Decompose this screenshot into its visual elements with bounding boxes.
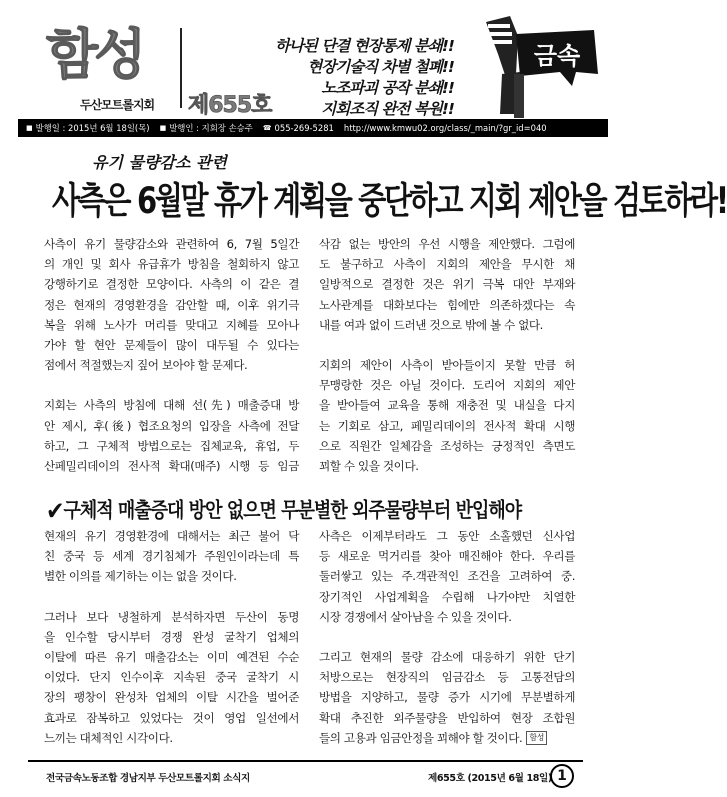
paragraph: 그러나 보다 냉철하게 분석하자면 두산이 동명 을 인수할 당시부터 경쟁 완성 굴착기 업체의 이탈에 따른 유기 매출감소는 이미 예견된 수순 이었다. 단지 인수이후 지속된 중국 굴착기 시 장의 팽창이 완성차 업체의 이탈 시간을 벌어준 효과로 잠복하고 있었다는 것이 영업 일선에서 느끼는 대체적인 시각이다. <box>44 609 299 745</box>
issue-number: 제655호 <box>188 93 272 118</box>
checkmark-icon: ✔ <box>46 497 64 527</box>
slogan-list <box>258 36 454 120</box>
section-subhead: ✔구체적 매출증대 방안 없으면 무분별한 외주물량부터 반입해야 <box>46 497 522 527</box>
slogan: 현장기술직 차별 철폐!! <box>307 58 454 76</box>
info-bar <box>18 119 608 137</box>
publish-date: ■ 발행일 : 2015년 6월 18일(목) <box>26 123 150 133</box>
article-column-left-top <box>44 234 299 496</box>
article-headline: 사측은 6월말 휴가 계획을 중단하고 지회 제안을 검토하라! <box>52 179 727 222</box>
end-badge: 함성 <box>526 731 547 745</box>
paragraph: 사측이 유기 물량감소와 관련하여 6, 7월 5일간 의 개인 및 회사 유급휴가 방침을 철회하지 않고 강행하기로 결정한 모양이다. 사측의 이 같은 결 정은 현재의 경영환경을 감안할 때, 이후 위기극 복을 위해 노사가 머리를 맞대고 지혜를 모아나 가야 할 현안 문제들이 많이 대두될 수 있다는 점에서 적절했는지 짚어 보아야 할 문제다. <box>44 237 299 373</box>
emblem-label: 금속 <box>533 42 581 70</box>
footer-publisher: 전국금속노동조합 경남지부 두산모트롤지회 소식지 <box>46 773 250 784</box>
paragraph: 삭감 없는 방안의 우선 시행을 제안했다. 그럼에 도 불구하고 사측이 지회의 제안을 무시한 채 일방적으로 결정한 것은 위기 극복 대안 부재와 노사관계를 대화보다는 힘에만 의존하겠다는 속 내를 여과 없이 드러낸 것으로 밖에 볼 수 없다. <box>319 237 575 332</box>
article-column-left-bottom <box>44 526 299 768</box>
paragraph: 사측은 이제부터라도 그 동안 소홀했던 신사업 등 새로운 먹거리를 찾아 매진해야 한다. 우리를 둘러쌓고 있는 주.객관적인 조건을 고려하여 중. 장기적인 사업계획을 수립해 나가야만 치열한 시장 경쟁에서 살아남을 수 있을 것이다. <box>319 529 575 624</box>
footer-issue: 제655호 (2015년 6월 18일) <box>428 773 552 784</box>
slogan: 지회조직 완전 복원!! <box>321 100 454 118</box>
page-number: 1 <box>550 764 574 788</box>
slogan: 하나된 단결 현장통제 분쇄!! <box>274 37 454 55</box>
union-fist-emblem-icon <box>476 14 606 120</box>
paragraph: 지회는 사측의 방침에 대해 선(先) 매출증대 방 안 제시, 후(後) 협조요청의 입장을 사측에 전달 하고, 그 구체적 방법으로는 집체교육, 휴업, 두 산페밀리데이의 전사적 확대(매주) 시행 등 임금 <box>44 398 299 474</box>
paragraph: 그리고 현재의 물량 감소에 대응하기 위한 단기 처방으로는 현장직의 임금감소 등 고통전담의 방법을 지양하고, 물량 증가 시기에 무분별하게 확대 추진한 외주물량을 반입하여 현장 조합원 들의 고용과 임금안정을 꾀해야 할 것이다. 함성 <box>319 650 575 745</box>
article-kicker: 유기 물량감소 관련 <box>92 153 227 172</box>
masthead-divider <box>180 28 182 108</box>
website-url[interactable]: http://www.kmwu02.org/class/_main/?gr_id=040 <box>343 123 547 133</box>
phone-number: ☎ 055-269-5281 <box>262 123 334 133</box>
newsletter-title: 함성 <box>46 23 143 86</box>
article-column-right-bottom <box>319 526 575 768</box>
masthead <box>18 14 608 118</box>
publisher: ■ 발행인 : 지회장 손승주 <box>159 123 253 133</box>
slogan: 노조파괴 공작 분쇄!! <box>321 79 454 97</box>
footer-divider <box>28 760 583 762</box>
paragraph: 현재의 유기 경영환경에 대해서는 최근 불어 닥 친 중국 등 세계 경기침체가 주원인이라는데 특 별한 이의를 제기하는 이는 없을 것이다. <box>44 529 299 584</box>
article-column-right-top <box>319 234 575 496</box>
newsletter-subtitle: 두산모트롤지회 <box>80 98 155 112</box>
paragraph: 지회의 제안이 사측이 받아들이지 못할 만큼 허 무맹랑한 것은 아닐 것이다. 도리어 지회의 제안 을 받아들여 교육을 통해 재충전 및 내실을 다지 는 기회로 삼고, 페밀리데이의 전사적 확대 시행 으로 직원간 일체감을 조성하는 긍정적인 측면도 꾀할 수 있을 것이다. <box>319 358 575 474</box>
